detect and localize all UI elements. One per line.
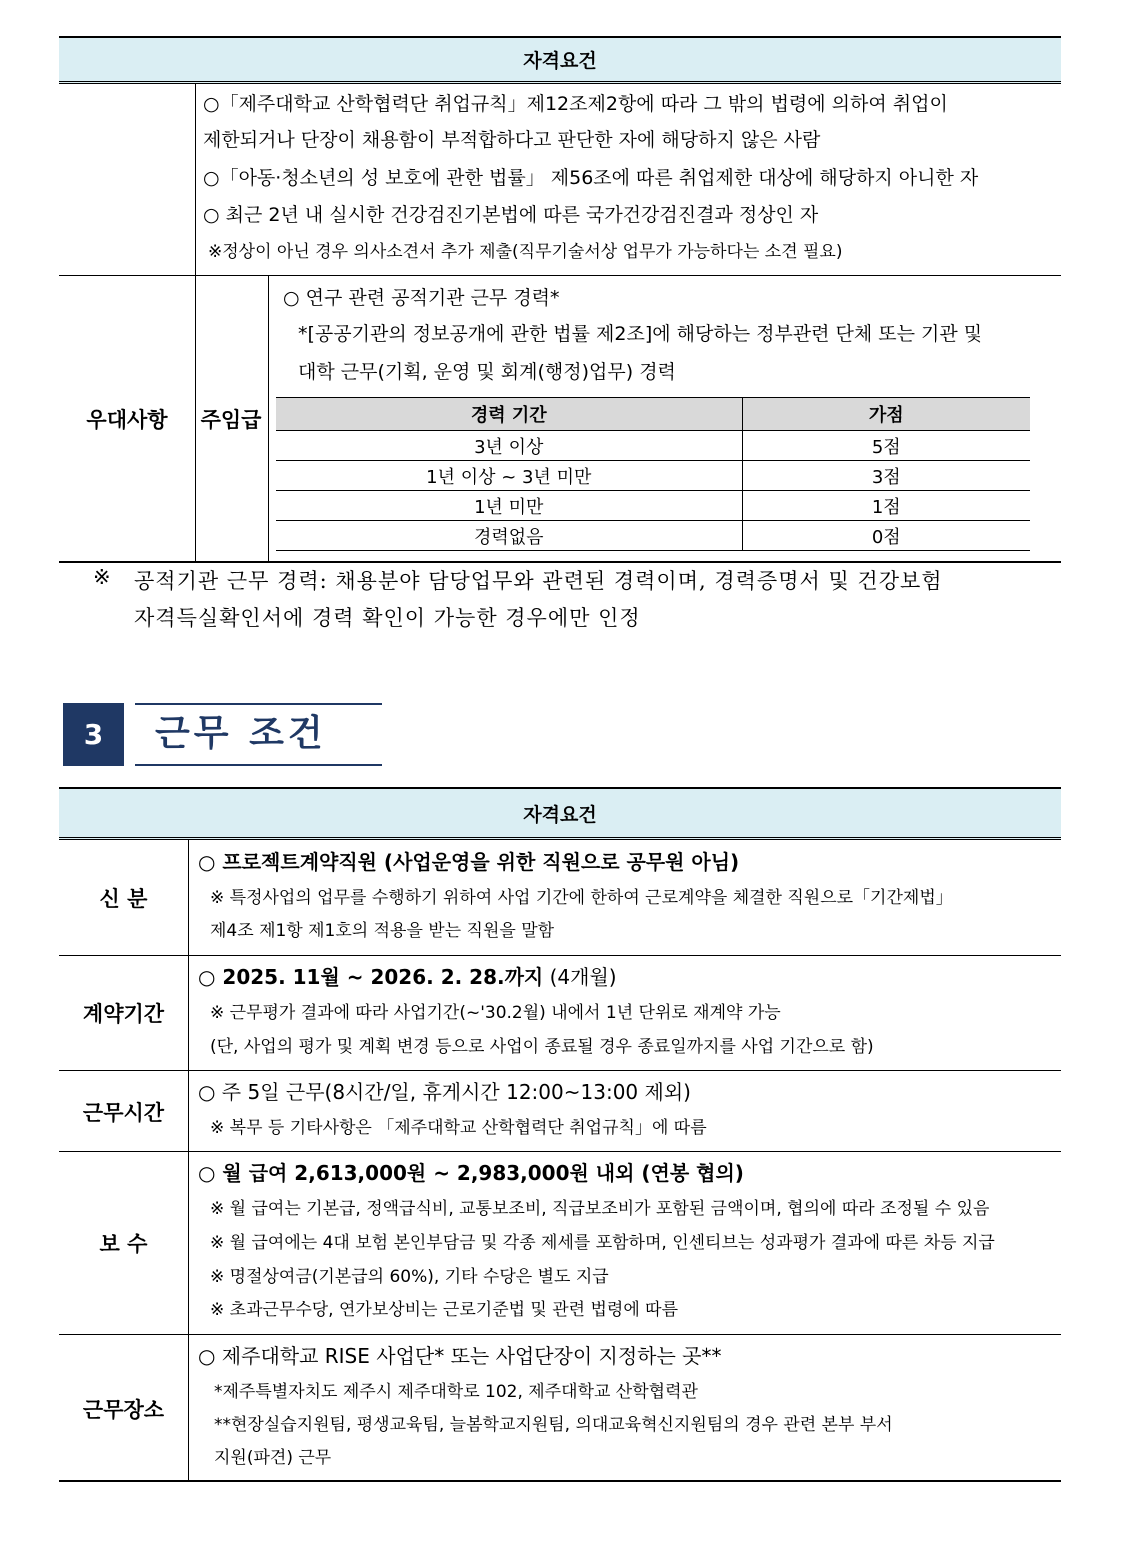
location-sub-2: **현장실습지원팀, 평생교육팀, 늘봄학교지원팀, 의대교육혁신지원팀의 경우 관련 본부 부서 (214, 1415, 893, 1435)
career-points: 3점 (742, 461, 1030, 491)
pay-sub-2: ※ 월 급여에는 4대 보험 본인부담금 및 각종 제세를 포함하며, 인센티브는 성과평가 결과에 따른 차등 지급 (210, 1233, 995, 1253)
note-mark: ※ (93, 565, 112, 589)
table1-header: 자격요건 (59, 36, 1061, 84)
status-sub-1: ※ 특정사업의 업무를 수행하기 위하여 사업 기간에 한하여 근로계약을 체결한 직원으로「기간제법」 (210, 888, 953, 908)
table-row (276, 491, 1030, 521)
pref-line-2: *[공공기관의 정보공개에 관한 법률 제2조]에 해당하는 정부관련 단체 또는 기관 및 (298, 323, 983, 345)
pay-sub-3: ※ 명절상여금(기본급의 60%), 기타 수당은 별도 지급 (210, 1267, 609, 1287)
table2-bottom-border (59, 1480, 1061, 1482)
career-period: 경력없음 (276, 521, 742, 551)
note-line-2: 자격득실확인서에 경력 확인이 가능한 경우에만 인정 (134, 606, 641, 630)
table2-row-divider (59, 1070, 1061, 1071)
qual-line-1: ○「제주대학교 산학협력단 취업규칙」제12조제2항에 따라 그 밖의 법령에 의하여 취업이 (203, 93, 948, 115)
career-table (276, 397, 1030, 551)
location-label: 근무장소 (82, 1398, 165, 1422)
qual-line-3: ○「아동·청소년의 성 보호에 관한 법률」 제56조에 따른 취업제한 대상에 해당하지 아니한 자 (203, 167, 979, 189)
table2-row-divider (59, 955, 1061, 956)
pay-main: ○ 월 급여 2,613,000원 ~ 2,983,000원 내외 (연봉 협의) (198, 1161, 744, 1185)
location-sub-3: 지원(파견) 근무 (214, 1448, 332, 1468)
status-label: 신 분 (99, 887, 148, 911)
note-line-1: 공적기관 근무 경력: 채용분야 담당업무와 관련된 경력이며, 경력증명서 및 건강보험 (134, 569, 943, 593)
career-col-points: 가점 (742, 398, 1030, 431)
hours-sub-1: ※ 복무 등 기타사항은 「제주대학교 산학협력단 취업규칙」에 따름 (210, 1118, 707, 1138)
table2-row-divider (59, 1334, 1061, 1335)
status-main: ○ 프로젝트계약직원 (사업운영을 위한 직원으로 공무원 아님) (198, 850, 740, 874)
table1-row-divider (59, 275, 1061, 276)
status-sub-2: 제4조 제1항 제1호의 적용을 받는 직원을 말함 (210, 921, 555, 941)
pref-sub-label: 주임급 (200, 408, 262, 432)
career-period: 1년 이상 ~ 3년 미만 (276, 461, 742, 491)
pay-sub-4: ※ 초과근무수당, 연가보상비는 근로기준법 및 관련 법령에 따름 (210, 1300, 679, 1320)
section-title: 근무 조건 (135, 703, 382, 766)
section-number: 3 (63, 703, 124, 766)
contract-period: ○ 2025. 11월 ~ 2026. 2. 28.까지 (198, 965, 544, 989)
hours-label: 근무시간 (82, 1101, 165, 1125)
pref-line-1: ○ 연구 관련 공적기관 근무 경력* (283, 287, 560, 309)
career-points: 5점 (742, 431, 1030, 461)
table-row (276, 461, 1030, 491)
contract-duration: (4개월) (543, 965, 617, 989)
table2-header: 자격요건 (59, 787, 1061, 840)
table2-col-divider (188, 840, 189, 1481)
qual-line-4: ○ 최근 2년 내 실시한 건강검진기본법에 따른 국가건강검진결과 정상인 자 (203, 204, 819, 226)
pref-line-3: 대학 근무(기획, 운영 및 회계(행정)업무) 경력 (298, 361, 676, 383)
table-row (276, 521, 1030, 551)
table-row (276, 431, 1030, 461)
table1-col-divider (195, 84, 196, 562)
pay-sub-1: ※ 월 급여는 기본급, 정액급식비, 교통보조비, 직급보조비가 포함된 금액이며, 협의에 따라 조정될 수 있음 (210, 1199, 990, 1219)
location-main: ○ 제주대학교 RISE 사업단* 또는 사업단장이 지정하는 곳** (198, 1344, 722, 1368)
career-points: 0점 (742, 521, 1030, 551)
table1-bottom-border (59, 561, 1061, 563)
pay-label: 보 수 (99, 1232, 148, 1256)
career-col-period: 경력 기간 (276, 398, 742, 431)
hours-main: ○ 주 5일 근무(8시간/일, 휴게시간 12:00~13:00 제외) (198, 1080, 691, 1104)
contract-sub-1: ※ 근무평가 결과에 따라 사업기간(~'30.2월) 내에서 1년 단위로 재계약 가능 (210, 1003, 781, 1023)
location-sub-1: *제주특별자치도 제주시 제주대학로 102, 제주대학교 산학협력관 (214, 1382, 698, 1402)
career-period: 1년 미만 (276, 491, 742, 521)
contract-sub-2: (단, 사업의 평가 및 계획 변경 등으로 사업이 종료될 경우 종료일까지를 사업 기간으로 함) (210, 1037, 874, 1057)
pref-label: 우대사항 (86, 408, 168, 432)
career-period: 3년 이상 (276, 431, 742, 461)
contract-main (198, 965, 617, 989)
table2-row-divider (59, 1151, 1061, 1152)
career-points: 1점 (742, 491, 1030, 521)
qual-line-2: 제한되거나 단장이 채용함이 부적합하다고 판단한 자에 해당하지 않은 사람 (203, 129, 821, 151)
pref-sub-divider (268, 275, 269, 562)
contract-label: 계약기간 (82, 1002, 165, 1026)
qual-note: ※정상이 아닌 경우 의사소견서 추가 제출(직무기술서상 업무가 가능하다는 소견 필요) (208, 242, 843, 262)
